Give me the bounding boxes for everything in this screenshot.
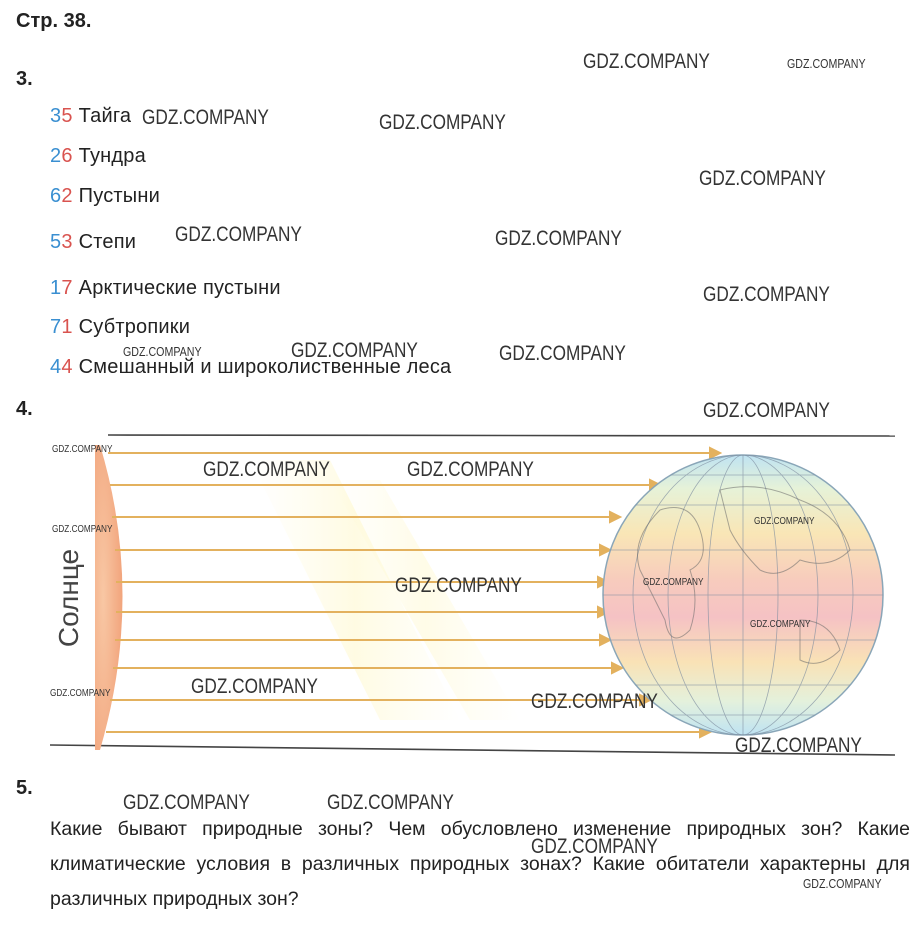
zone-row-deserts [50,185,160,208]
watermark: GDZ.COMPANY [52,444,113,455]
watermark: GDZ.COMPANY [379,111,506,134]
watermark: GDZ.COMPANY [643,577,704,588]
zone-digit-2: 1 [61,316,73,338]
frame-top-line [108,435,895,436]
zone-row-steppes [50,231,136,254]
watermark: GDZ.COMPANY [735,734,862,757]
task-5-number: 5. [16,777,33,799]
watermark: GDZ.COMPANY [699,167,826,190]
zone-row-taiga [50,105,131,128]
watermark: GDZ.COMPANY [703,283,830,306]
zone-digit-1: 1 [50,277,62,299]
zone-digit-1: 4 [50,356,62,378]
zone-row-arctic-deserts [50,277,281,300]
watermark: GDZ.COMPANY [407,458,534,481]
zone-digit-2: 3 [61,231,73,253]
zone-digit-1: 5 [50,231,62,253]
watermark: GDZ.COMPANY [754,516,815,527]
zone-digit-1: 6 [50,185,62,207]
watermark: GDZ.COMPANY [531,690,658,713]
zone-row-tundra [50,145,146,168]
watermark: GDZ.COMPANY [52,524,113,535]
zone-name: Арктические пустыни [78,277,281,299]
zone-name: Пустыни [78,185,160,207]
zone-digit-1: 2 [50,145,62,167]
watermark: GDZ.COMPANY [750,619,811,630]
watermark: GDZ.COMPANY [495,227,622,250]
watermark: GDZ.COMPANY [499,342,626,365]
ray-arrow [610,512,620,522]
watermark: GDZ.COMPANY [703,399,830,422]
sun-label: Солнце [53,548,84,648]
watermark: GDZ.COMPANY [531,835,658,858]
zone-digit-2: 7 [61,277,73,299]
watermark: GDZ.COMPANY [50,688,111,699]
watermark: GDZ.COMPANY [191,675,318,698]
zone-name: Тундра [78,145,146,167]
zone-name: Субтропики [78,316,191,338]
zone-row-subtropics [50,316,190,339]
zone-digit-2: 4 [61,356,73,378]
watermark: GDZ.COMPANY [787,56,866,71]
task-3-number: 3. [16,68,33,90]
watermark: GDZ.COMPANY [123,344,202,359]
page-reference: Стр. 38. [16,10,92,32]
sun-shape [95,445,123,750]
watermark: GDZ.COMPANY [175,223,302,246]
watermark: GDZ.COMPANY [123,791,250,814]
zone-digit-2: 6 [61,145,73,167]
zone-digit-1: 3 [50,105,62,127]
zone-name: Смешанный и широколиственные леса [78,356,452,378]
watermark: GDZ.COMPANY [395,574,522,597]
ray-arrow [600,635,610,645]
watermark: GDZ.COMPANY [327,791,454,814]
zone-digit-1: 7 [50,316,62,338]
zone-digit-2: 5 [61,105,73,127]
ray-arrow [612,663,622,673]
zone-name: Тайга [78,105,132,127]
ray-arrow [600,545,610,555]
watermark: GDZ.COMPANY [583,50,710,73]
watermark: GDZ.COMPANY [203,458,330,481]
zone-name: Степи [78,231,137,253]
task-5-question: Какие бывают природные зоны? Чем обусловлено изменение природных зон? Какие климатические условия в различных природных зонах? Какие обитатели характерны для различных природных зон? [50,818,910,910]
watermark: GDZ.COMPANY [142,106,269,129]
watermark: GDZ.COMPANY [291,339,418,362]
zone-digit-2: 2 [61,185,73,207]
watermark: GDZ.COMPANY [803,876,882,891]
task-4-number: 4. [16,398,33,420]
